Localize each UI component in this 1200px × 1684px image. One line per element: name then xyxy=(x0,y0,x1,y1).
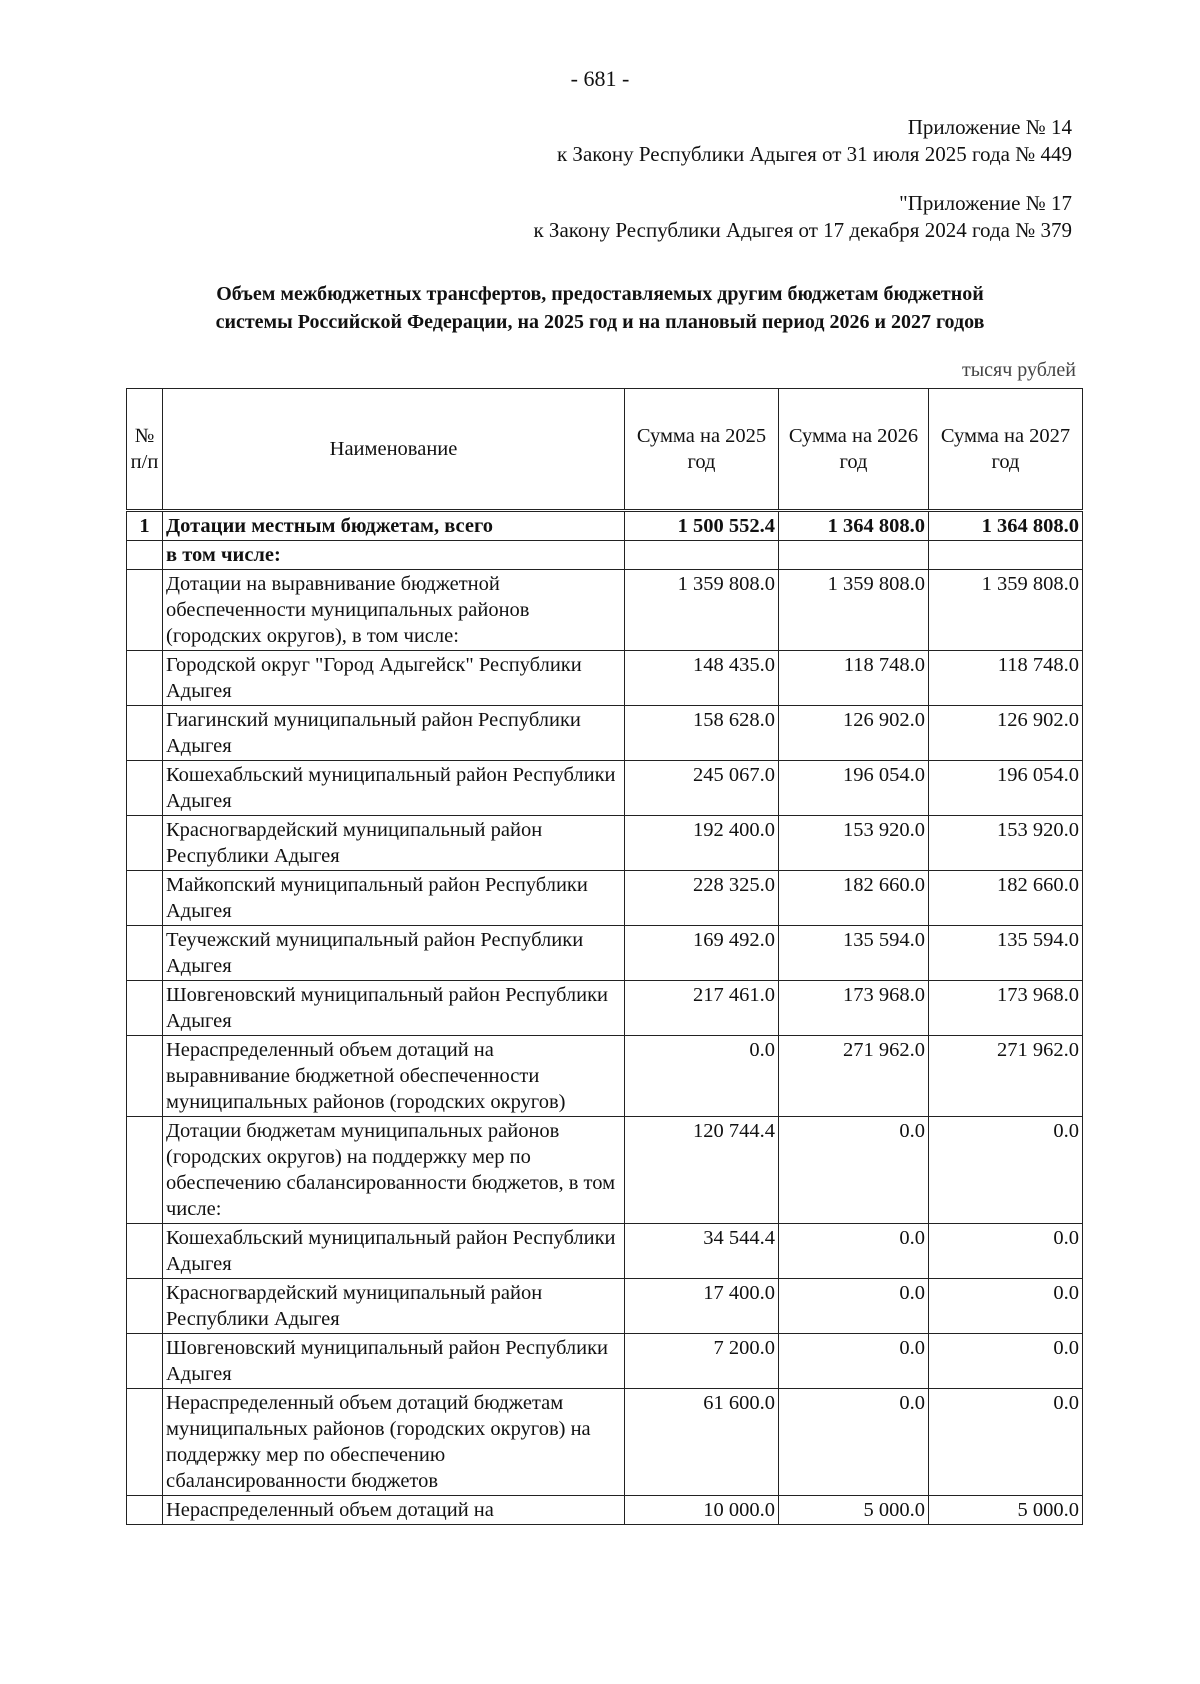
table-row xyxy=(127,1279,1083,1334)
row-name: Дотации бюджетам муниципальных районов (городских округов) на поддержку мер по обеспечению сбалансированности бюджетов, в том числе: xyxy=(163,1117,625,1224)
table-row xyxy=(127,1389,1083,1496)
row-2026: 135 594.0 xyxy=(779,926,929,981)
table-row xyxy=(127,761,1083,816)
row-2025: 120 744.4 xyxy=(625,1117,779,1224)
row-name: в том числе: xyxy=(163,541,625,570)
row-name: Красногвардейский муниципальный район Республики Адыгея xyxy=(163,816,625,871)
row-2027: 271 962.0 xyxy=(929,1036,1083,1117)
row-2026: 182 660.0 xyxy=(779,871,929,926)
row-2025 xyxy=(625,541,779,570)
table-row xyxy=(127,871,1083,926)
row-2026: 271 962.0 xyxy=(779,1036,929,1117)
table-row xyxy=(127,816,1083,871)
row-2027: 182 660.0 xyxy=(929,871,1083,926)
row-2025: 34 544.4 xyxy=(625,1224,779,1279)
row-name: Нераспределенный объем дотаций на выравнивание бюджетной обеспеченности муниципальных районов (городских округов) xyxy=(163,1036,625,1117)
row-num xyxy=(127,1117,163,1224)
row-2025: 1 359 808.0 xyxy=(625,570,779,651)
row-2026: 1 359 808.0 xyxy=(779,570,929,651)
row-name: Кошехабльский муниципальный район Республики Адыгея xyxy=(163,761,625,816)
row-2026: 5 000.0 xyxy=(779,1496,929,1525)
row-2025: 245 067.0 xyxy=(625,761,779,816)
row-2025: 61 600.0 xyxy=(625,1389,779,1496)
row-num xyxy=(127,871,163,926)
row-name: Красногвардейский муниципальный район Республики Адыгея xyxy=(163,1279,625,1334)
row-num xyxy=(127,1496,163,1525)
table-row xyxy=(127,570,1083,651)
row-2025: 217 461.0 xyxy=(625,981,779,1036)
appendix-original xyxy=(533,190,1072,244)
row-name: Теучежский муниципальный район Республики Адыгея xyxy=(163,926,625,981)
table-row xyxy=(127,651,1083,706)
appendix-current-law: к Закону Республики Адыгея от 31 июля 2025 года № 449 xyxy=(556,142,1072,166)
transfers-table xyxy=(126,388,1083,1525)
row-num xyxy=(127,1389,163,1496)
row-2026: 153 920.0 xyxy=(779,816,929,871)
row-2027: 0.0 xyxy=(929,1334,1083,1389)
row-2027: 0.0 xyxy=(929,1117,1083,1224)
row-2027: 0.0 xyxy=(929,1224,1083,1279)
appendix-current-title: Приложение № 14 xyxy=(907,115,1072,139)
table-row xyxy=(127,1496,1083,1525)
row-2027 xyxy=(929,541,1083,570)
row-2027: 153 920.0 xyxy=(929,816,1083,871)
header-2025: Сумма на 2025 год xyxy=(625,389,779,511)
row-2026: 196 054.0 xyxy=(779,761,929,816)
row-2025: 7 200.0 xyxy=(625,1334,779,1389)
row-num xyxy=(127,651,163,706)
appendix-current xyxy=(557,114,1072,168)
row-name: Майкопский муниципальный район Республики Адыгея xyxy=(163,871,625,926)
row-2025: 10 000.0 xyxy=(625,1496,779,1525)
table-row xyxy=(127,1036,1083,1117)
row-2026: 173 968.0 xyxy=(779,981,929,1036)
row-2025: 192 400.0 xyxy=(625,816,779,871)
row-2027: 5 000.0 xyxy=(929,1496,1083,1525)
row-num xyxy=(127,816,163,871)
table-row xyxy=(127,541,1083,570)
row-2026: 0.0 xyxy=(779,1117,929,1224)
table-header-row xyxy=(127,389,1083,511)
row-2026: 0.0 xyxy=(779,1334,929,1389)
table-row xyxy=(127,981,1083,1036)
row-name: Гиагинский муниципальный район Республики Адыгея xyxy=(163,706,625,761)
header-name: Наименование xyxy=(163,389,625,511)
row-2027: 1 359 808.0 xyxy=(929,570,1083,651)
row-2027: 1 364 808.0 xyxy=(929,511,1083,541)
document-title-line-2: системы Российской Федерации, на 2025 год и на плановый период 2026 и 2027 годов xyxy=(215,311,985,333)
row-name: Шовгеновский муниципальный район Республики Адыгея xyxy=(163,981,625,1036)
row-2026: 0.0 xyxy=(779,1389,929,1496)
table-row xyxy=(127,706,1083,761)
row-num: 1 xyxy=(127,511,163,541)
row-name: Шовгеновский муниципальный район Республики Адыгея xyxy=(163,1334,625,1389)
row-num xyxy=(127,981,163,1036)
table-row xyxy=(127,511,1083,541)
row-2027: 196 054.0 xyxy=(929,761,1083,816)
header-2026: Сумма на 2026 год xyxy=(779,389,929,511)
row-name: Нераспределенный объем дотаций бюджетам муниципальных районов (городских округов) на поддержку мер по обеспечению сбалансированности бюджетов xyxy=(163,1389,625,1496)
table-row xyxy=(127,926,1083,981)
row-num xyxy=(127,761,163,816)
document-title-line-1: Объем межбюджетных трансфертов, предоставляемых другим бюджетам бюджетной xyxy=(216,283,984,305)
units-label: тысяч рублей xyxy=(961,359,1076,381)
row-2025: 0.0 xyxy=(625,1036,779,1117)
row-2026: 126 902.0 xyxy=(779,706,929,761)
row-2025: 17 400.0 xyxy=(625,1279,779,1334)
row-2026: 118 748.0 xyxy=(779,651,929,706)
row-2027: 173 968.0 xyxy=(929,981,1083,1036)
row-2026: 0.0 xyxy=(779,1279,929,1334)
table-row xyxy=(127,1224,1083,1279)
header-2027: Сумма на 2027 год xyxy=(929,389,1083,511)
row-num xyxy=(127,706,163,761)
document-title xyxy=(120,280,1080,336)
row-num xyxy=(127,1036,163,1117)
table-row xyxy=(127,1334,1083,1389)
row-2027: 135 594.0 xyxy=(929,926,1083,981)
appendix-original-law: к Закону Республики Адыгея от 17 декабря 2024 года № 379 xyxy=(533,218,1072,242)
header-num: № п/п xyxy=(127,389,163,511)
appendix-original-title: "Приложение № 17 xyxy=(899,191,1072,215)
table-row xyxy=(127,1117,1083,1224)
row-num xyxy=(127,541,163,570)
row-2027: 126 902.0 xyxy=(929,706,1083,761)
row-2026 xyxy=(779,541,929,570)
row-2027: 0.0 xyxy=(929,1389,1083,1496)
page-number: - 681 - xyxy=(570,66,630,91)
row-2025: 1 500 552.4 xyxy=(625,511,779,541)
row-2025: 228 325.0 xyxy=(625,871,779,926)
row-num xyxy=(127,1224,163,1279)
row-name: Дотации местным бюджетам, всего xyxy=(163,511,625,541)
row-num xyxy=(127,1279,163,1334)
row-2025: 158 628.0 xyxy=(625,706,779,761)
row-name: Нераспределенный объем дотаций на xyxy=(163,1496,625,1525)
row-2027: 0.0 xyxy=(929,1279,1083,1334)
row-name: Городской округ "Город Адыгейск" Республики Адыгея xyxy=(163,651,625,706)
row-name: Дотации на выравнивание бюджетной обеспеченности муниципальных районов (городских округов), в том числе: xyxy=(163,570,625,651)
row-num xyxy=(127,926,163,981)
row-2027: 118 748.0 xyxy=(929,651,1083,706)
row-2026: 0.0 xyxy=(779,1224,929,1279)
row-2025: 148 435.0 xyxy=(625,651,779,706)
row-2025: 169 492.0 xyxy=(625,926,779,981)
row-num xyxy=(127,570,163,651)
row-2026: 1 364 808.0 xyxy=(779,511,929,541)
row-num xyxy=(127,1334,163,1389)
row-name: Кошехабльский муниципальный район Республики Адыгея xyxy=(163,1224,625,1279)
